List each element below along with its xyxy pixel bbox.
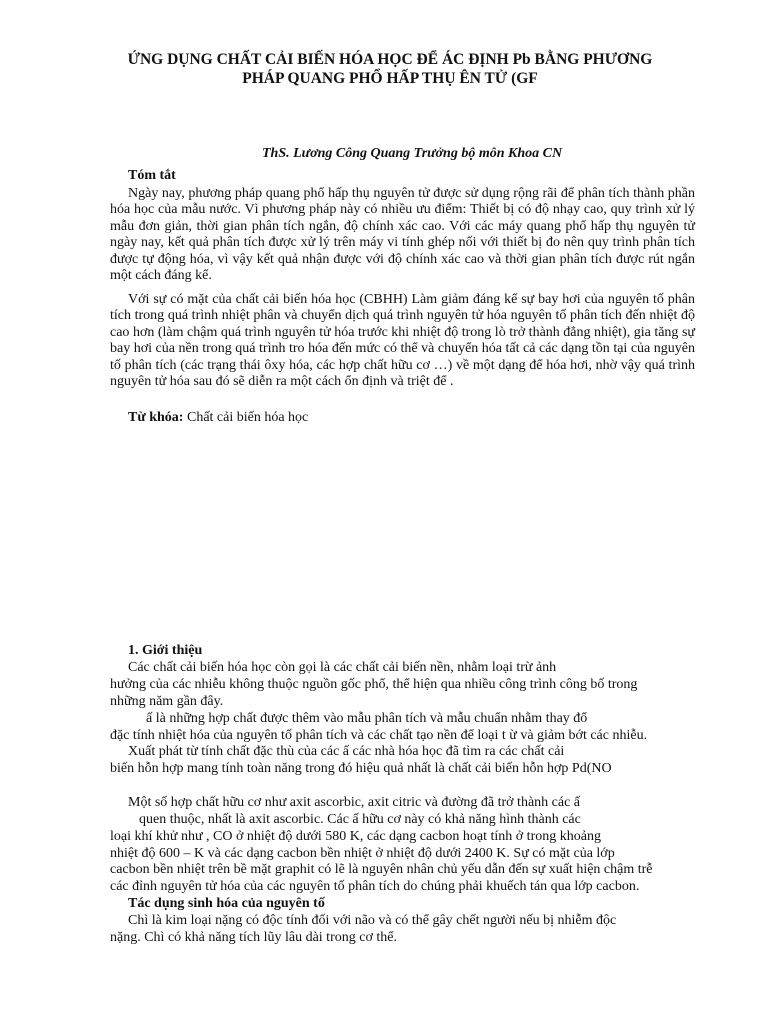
intro-p3-line-1: Xuất phát từ tính chất đặc thù của các ấ các nhà hóa học đã tìm ra các chất cải (128, 744, 565, 759)
abstract-paragraph-2-text: Với sự có mặt của chất cải biến hóa học (CBHH) Làm giảm đáng kể sự bay hơi của nguyên tố phân tích trong quá trình nhiệt phân và chuyển dịch quá trình nguyên tử hóa nguyên tố phân tích đến nhiệt độ cao hơn (làm chậm quá trình nguyên tử hóa trước khi nhiệt độ trong lò trở thành đẳng nhiệt), gia tăng sự bay hơi của nền trong quá trình tro hóa đến mức có thể và chuyển hóa tất cả các dạng tồn tại của nguyên tố phân tích (các trạng thái ôxy hóa, các hợp chất hữu cơ …) về một dạng để hóa hơi, nhờ vậy quá trình nguyên tử hóa sau đó sẽ diễn ra một cách ổn định và triệt để . (110, 292, 695, 390)
keywords-value: Chất cải biến hóa học (183, 410, 309, 425)
intro-p2-line-1: ấ là những hợp chất được thêm vào mẫu phân tích và mẫu chuẩn nhằm thay đổ (146, 711, 588, 726)
bio-line-1: Chì là kim loại nặng có độc tính đối với não và có thể gây chết người nếu bị nhiễm độc (128, 913, 617, 928)
intro-p1-line-3: những năm gần đây. (110, 694, 224, 709)
abstract-paragraph-1-text: Ngày nay, phương pháp quang phổ hấp thụ nguyên tử được sử dụng rộng rãi để phân tích thành phần hóa học của mẫu nước. Vì phương pháp này có nhiều ưu điểm: Thiết bị có độ nhạy cao, quy trình xử lý mẫu đơn giản, thời gian phân tích ngắn, độ chính xác cao. Với các máy quang phổ hấp thụ nguyên tử ngày nay, kết quả phân tích được xử lý trên máy vi tính ghép nối với thiết bị đo nên quy trình phân tích được tự động hóa, vì vậy kết quả nhận được với độ chính xác cao và thời gian phân tích được rút ngắn một cách đáng kể. (110, 186, 695, 284)
intro-p4-line-6: các đỉnh nguyên tử hóa của các nguyên tố phân tích do chúng phải khuếch tán qua lớp cacbon. (110, 879, 640, 894)
keywords (128, 410, 308, 426)
section-intro-heading: 1. Giới thiệu (128, 643, 203, 658)
intro-p4-line-4: nhiệt độ 600 – K và các dạng cacbon bền nhiệt ở nhiệt độ dưới 2400 K. Sự có mặt của lớp (110, 846, 615, 861)
intro-p4-line-2: quen thuộc, nhất là axit ascorbic. Các ấ hữu cơ này có khả năng hình thành các (139, 812, 581, 827)
abstract-paragraph-2 (110, 292, 695, 390)
intro-p1-line-2: hưởng của các nhiễu không thuộc nguồn gốc phổ, thể hiện qua nhiều công trình công bố trong (110, 677, 638, 692)
abstract-paragraph-1 (110, 186, 695, 284)
intro-p4-line-1: Một số hợp chất hữu cơ như axit ascorbic, axit citric và đường đã trở thành các ấ (128, 795, 581, 810)
document-title (90, 50, 690, 88)
title-line-1: ỨNG DỤNG CHẤT CẢI BIẾN HÓA HỌC ĐỂ ÁC ĐỊNH Pb BẰNG PHƯƠNG (127, 51, 653, 68)
section-bio-heading: Tác dụng sinh hóa của nguyên tố (128, 896, 325, 911)
title-line-2: PHÁP QUANG PHỔ HẤP THỤ ÊN TỬ (GF (242, 70, 538, 87)
intro-p4-line-5: cacbon bền nhiệt trên bề mặt graphit có lẽ là nguyên nhân chủ yếu dẫn đến sự xuất hiện chậm trễ (110, 862, 653, 877)
bio-line-2: nặng. Chì có khả năng tích lũy lâu dài trong cơ thể. (110, 930, 397, 945)
intro-p4-line-3: loại khí khử như , CO ở nhiệt độ dưới 580 K, các dạng cacbon hoạt tính ở trong khoảng (110, 829, 601, 844)
abstract-heading: Tóm tắt (128, 168, 176, 183)
intro-p1-line-1: Các chất cải biến hóa học còn gọi là các chất cải biến nền, nhằm loại trừ ảnh (128, 660, 557, 675)
keywords-label: Từ khóa: (128, 410, 184, 425)
intro-p2-line-2: đặc tính nhiệt hóa của nguyên tố phân tích và các chất tạo nền để loại t ừ và giảm bớt các nhiễu. (110, 728, 648, 743)
intro-p3-line-2: biến hỗn hợp mang tính toàn năng trong đó hiệu quả nhất là chất cải biến hỗn hợp Pd(NO (110, 761, 612, 776)
author-line: ThS. Lương Công Quang Trưởng bộ môn Khoa CN (262, 146, 563, 161)
